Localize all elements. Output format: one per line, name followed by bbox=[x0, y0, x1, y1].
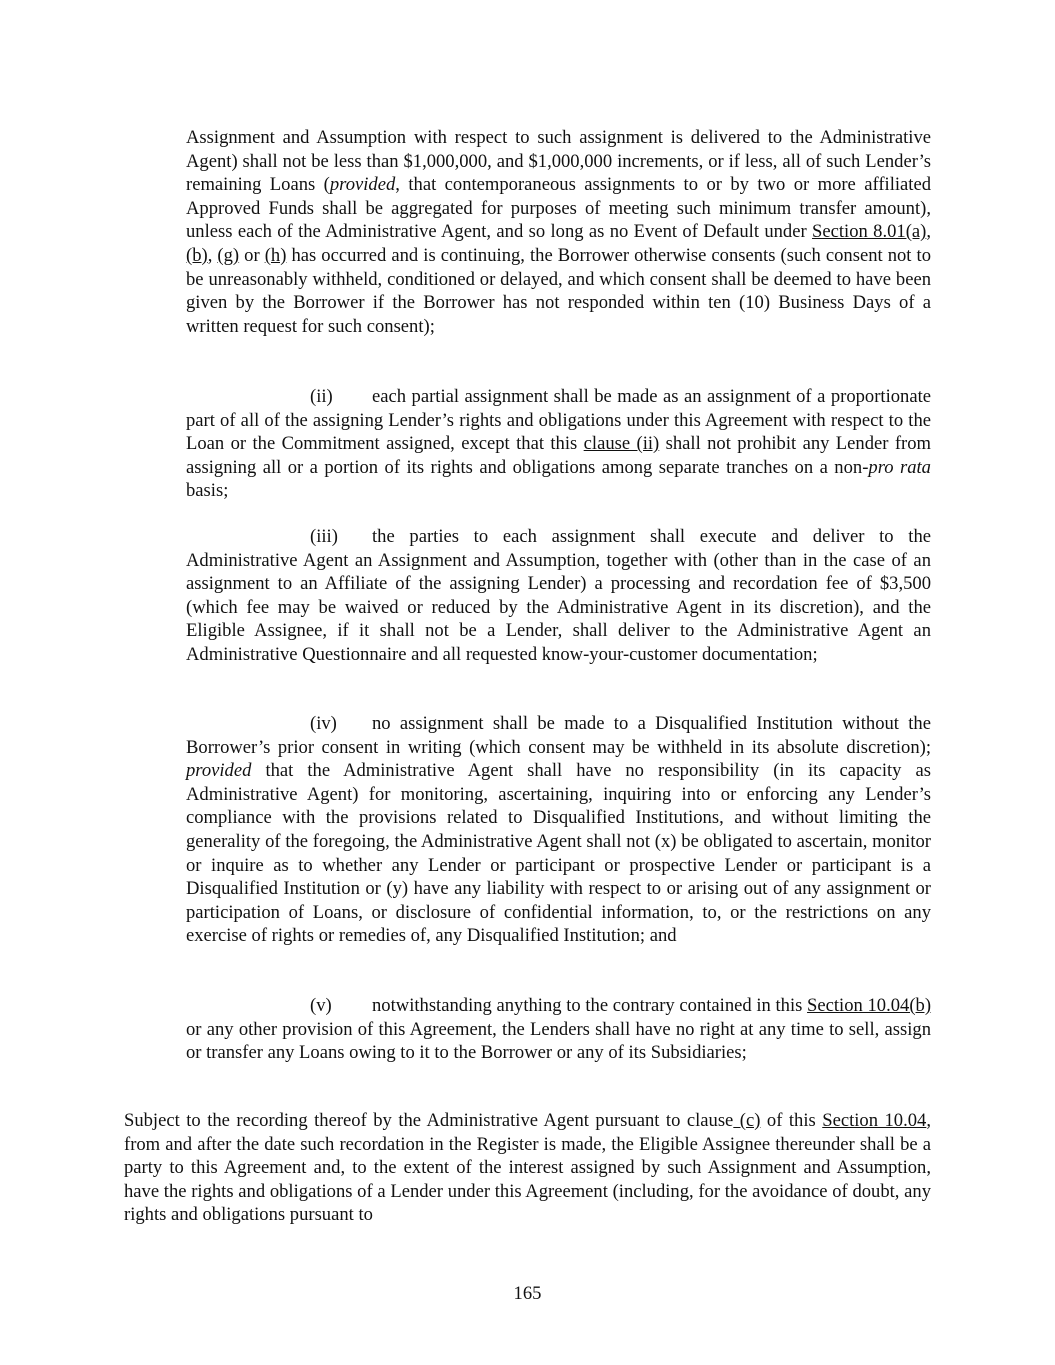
text-run: has occurred and is continuing, the Borrower otherwise consents (such consent not to be unreasonably withheld, conditioned or delayed, and which consent shall be deemed to have been given by the Borrower if the Borrower has not responded within ten (10) Business Days of a written request for such consent); bbox=[186, 244, 931, 337]
text-run: , bbox=[207, 244, 218, 266]
text-run: Subject to the recording thereof by the Administrative Agent pursuant to clause bbox=[124, 1110, 734, 1131]
text-run: or bbox=[239, 244, 265, 266]
text-run: of this bbox=[760, 1110, 823, 1131]
italic-term: provided bbox=[186, 760, 252, 782]
paragraph-clause-iii bbox=[186, 525, 931, 667]
paragraph-clause-iv bbox=[186, 712, 931, 948]
text-run: Assignment and Assumption with respect to such assignment is delivered to the Administrative Agent) shall not be less than $1,000,000, and $1,000,000 increments, or if less, all of such Lender’s remaining Loans ( bbox=[186, 127, 931, 196]
section-reference: (g) bbox=[217, 244, 240, 266]
clause-reference: (c) bbox=[733, 1110, 761, 1131]
section-reference: Section 8.01(a) bbox=[812, 221, 927, 243]
clause-reference: clause (ii) bbox=[583, 433, 660, 455]
clause-number: (v) bbox=[310, 995, 332, 1016]
page-number: 165 bbox=[513, 1283, 542, 1304]
italic-term: provided bbox=[329, 174, 396, 196]
clause-number: (ii) bbox=[310, 386, 333, 407]
paragraph-assignment-minimum bbox=[186, 126, 931, 338]
paragraph-clause-ii bbox=[186, 385, 931, 503]
section-reference: (h) bbox=[264, 244, 287, 266]
paragraph-recording-subject bbox=[124, 1109, 931, 1227]
text-run: notwithstanding anything to the contrary contained in this bbox=[372, 995, 808, 1016]
clause-number: (iv) bbox=[310, 713, 337, 734]
section-reference: (b) bbox=[186, 244, 208, 266]
paragraph-clause-v bbox=[186, 994, 931, 1065]
text-run: that the Administrative Agent shall have no responsibility (in its capacity as Administrative Agent) for monitoring, ascertaining, inquiring into or enforcing any Lender’s compliance with the provisions related to Disqualified Institutions, and without limiting the generality of the foregoing, the Administrative Agent shall not (x) be obligated to ascertain, monitor or inquire as to whether any Lender or participant or prospective Lender or participant is a Disqualified Institution or (y) have any liability with respect to or arising out of any assignment or participation of Loans, or disclosure of confidential information, to, or the restrictions on any exercise of rights or remedies of, any Disqualified Institution; and bbox=[186, 760, 931, 947]
text-run: basis; bbox=[186, 480, 229, 502]
text-run: the parties to each assignment shall execute and deliver to the Administrative Agent an Assignment and Assumption, together with (other than in the case of an assignment to an Affiliate of the assigning Lender) a processing and recordation fee of $3,500 (which fee may be waived or reduced by the Administrative Agent in its discretion), and the Eligible Assignee, if it shall not be a Lender, shall deliver to the Administrative Agent an Administrative Questionnaire and all requested know-your-customer documentation; bbox=[186, 526, 931, 665]
clause-number: (iii) bbox=[310, 526, 338, 547]
italic-term: pro rata bbox=[868, 456, 931, 478]
text-run: , from and after the date such recordation in the Register is made, the Eligible Assignee thereunder shall be a party to this Agreement and, to the extent of the interest assigned by such Assignment and Assumption, have the rights and obligations of a Lender under this Agreement (including, for the avoidance of doubt, any rights and obligations pursuant to bbox=[124, 1110, 931, 1226]
text-run: , that contemporaneous assignments to or by two or more affiliated Approved Funds shall be aggregated for purposes of meeting such minimum transfer amount), unless each of the Administrative Agent, and so long as no Event of Default under bbox=[186, 174, 931, 243]
text-run: or any other provision of this Agreement, the Lenders shall have no right at any time to sell, assign or transfer any Loans owing to it to the Borrower or any of its Subsidiaries; bbox=[186, 1018, 931, 1064]
section-reference: Section 10.04(b) bbox=[807, 995, 932, 1016]
text-run: each partial assignment shall be made as an assignment of a proportionate part of all of the assigning Lender’s rights and obligations under this Agreement with respect to the Loan or the Commitment assigned, except that this bbox=[186, 386, 931, 455]
text-run: , bbox=[926, 221, 931, 243]
section-reference: Section 10.04 bbox=[822, 1110, 927, 1131]
text-run: shall not prohibit any Lender from assigning all or a portion of its rights and obligations among separate tranches on a non- bbox=[186, 433, 931, 478]
text-run: no assignment shall be made to a Disqualified Institution without the Borrower’s prior consent in writing (which consent may be withheld in its absolute discretion); bbox=[186, 713, 931, 758]
